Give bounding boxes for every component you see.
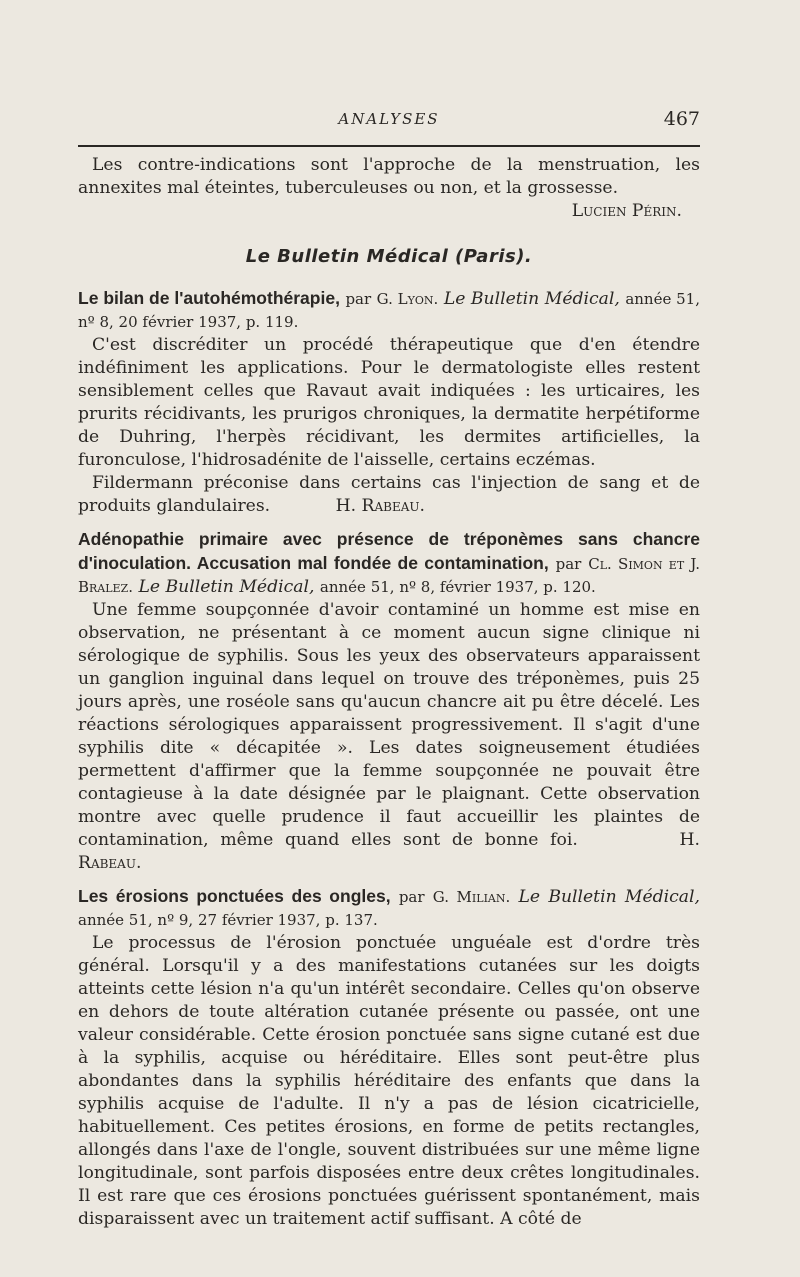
entry-heading <box>78 528 700 599</box>
entry-by: par <box>345 290 372 308</box>
entry-title: Adénopathie primaire avec présence de tréponèmes sans chancre d'inoculation. Accusation mal fondée de contamination, <box>78 529 700 573</box>
entry-by: par <box>398 888 425 906</box>
intro-signature: Lucien Périn. <box>571 201 682 221</box>
entry-adenopathie <box>78 528 700 875</box>
entry-heading <box>78 885 700 932</box>
entry-paragraph <box>78 472 700 518</box>
entry-paragraph <box>78 599 700 875</box>
entry-journal: Le Bulletin Médical, <box>518 887 701 907</box>
entry-paragraph: Le processus de l'érosion ponctuée unguéale est d'ordre très général. Lorsqu'il y a des manifestations cutanées sur les doigts atteints cette lésion n'a qu'un intérêt secondaire. Celles qu'on observe en dehors de toute altération cutanée présente ou passée, ont une valeur considérable. Cette érosion ponctuée sans signe cutané est due à la syphilis, acquise ou héréditaire. Elles sont peut-être plus abondantes dans la syphilis héréditaire des enfants que dans la syphilis acquise de l'adulte. Il n'y a pas de lésion cicatricielle, habituellement. Ces petites érosions, en forme de petits rectangles, allongés dans l'axe de l'ongle, souvent distribuées sur une même ligne longitudinale, sont parfois disposées entre deux crêtes longitudinales. Il est rare que ces érosions ponctuées guérissent spontanément, mais disparaissent avec un traitement actif suffisant. A côté de <box>78 933 700 1229</box>
entry-signature: H. Rabeau. <box>335 496 425 516</box>
entry-erosions-ongles <box>78 885 700 1231</box>
entry-reference: année 51, nº 9, 27 février 1937, p. 137. <box>78 911 378 929</box>
header-rule <box>78 145 700 147</box>
running-title: ANALYSES <box>338 110 440 128</box>
body-text <box>78 154 700 1231</box>
entry-author: G. Milian. <box>432 888 511 906</box>
entry-paragraph-text: Une femme soupçonnée d'avoir contaminé un homme est mise en observation, ne présentant à ce moment aucun signe clinique ni sérologique de syphilis. Sous les yeux des observateurs apparaissent un ganglion inguinal dans lequel on trouve des tréponèmes, puis 25 jours après, une roséole sans qu'aucun chancre ait pu être décelé. Les réactions sérologiques apparaissent progressivement. Il s'agit d'une syphilis dite « décapitée ». Les dates soigneusement étudiées permettent d'affirmer que la femme soupçonnée ne pouvait être contagieuse à la date désignée par le plaignant. Cette observation montre avec quelle prudence il faut accueillir les plaintes de contamination, même quand elles sont de bonne foi. <box>78 600 700 850</box>
entry-journal: Le Bulletin Médical, <box>443 289 620 309</box>
entry-by: par <box>555 555 582 573</box>
entry-signature: H. Rabeau. <box>78 830 700 873</box>
entry-journal: Le Bulletin Médical, <box>138 577 315 597</box>
entry-reference: année 51, nº 8, février 1937, p. 120. <box>319 578 596 596</box>
page-number: 467 <box>663 108 700 130</box>
entry-author: Cl. Simon et J. Bralez. <box>78 555 700 596</box>
entry-heading <box>78 287 700 334</box>
entry-paragraph-text: Fildermann préconise dans certains cas l'injection de sang et de produits glandulaires. <box>78 473 700 516</box>
intro-paragraph: Les contre-indications sont l'approche de la menstruation, les annexites mal éteintes, tuberculeuses ou non, et la grossesse. <box>78 155 700 198</box>
entry-autohemotherapie <box>78 287 700 518</box>
entry-title: Le bilan de l'autohémothérapie, <box>78 288 340 308</box>
running-head <box>78 106 700 132</box>
journal-title: Le Bulletin Médical (Paris). <box>245 246 533 267</box>
entry-author: G. Lyon. <box>376 290 439 308</box>
entry-reference: année 51, nº 8, 20 février 1937, p. 119. <box>78 290 700 331</box>
entry-paragraph: C'est discréditer un procédé thérapeutique que d'en étendre indéfiniment les applications. Pour le dermatologiste elles restent sensiblement celles que Ravaut avait indiquées : les urticaires, les prurits récidivants, les prurigos chroniques, la dermatite herpétiforme de Duhring, l'herpès récidivant, les dermites artificielles, la furonculose, l'hidrosadénite de l'aisselle, certains eczémas. <box>78 335 700 470</box>
entry-title: Les érosions ponctuées des ongles, <box>78 886 391 906</box>
